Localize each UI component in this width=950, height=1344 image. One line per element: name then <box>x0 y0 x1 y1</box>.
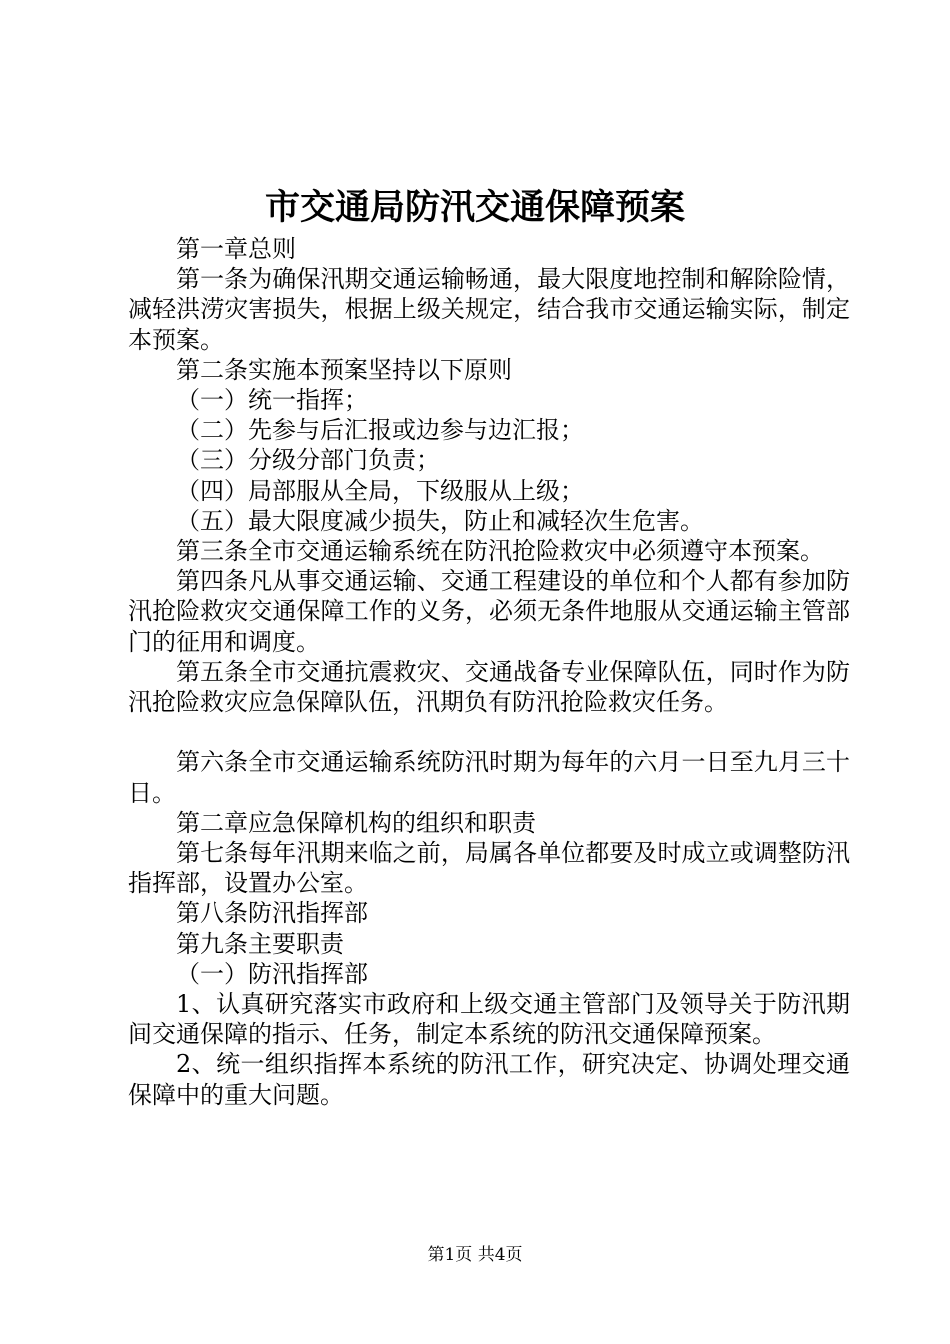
blank-line <box>128 717 850 747</box>
numbered-item: 2、统一组织指挥本系统的防汛工作，研究决定、协调处理交通保障中的重大问题。 <box>128 1050 850 1109</box>
article-paragraph: 第二条实施本预案坚持以下原则 <box>176 355 512 384</box>
list-item: （一）统一指挥； <box>176 386 368 415</box>
chapter-heading: 第二章应急保障机构的组织和职责 <box>176 808 536 837</box>
article-paragraph: 第九条主要职责 <box>176 929 344 958</box>
list-item: （五）最大限度减少损失，防止和减轻次生危害。 <box>176 506 704 535</box>
numbered-item: 1、认真研究落实市政府和上级交通主管部门及领导关于防汛期间交通保障的指示、任务，制定本系统的防汛交通保障预案。 <box>128 990 850 1049</box>
list-item: （三）分级分部门负责； <box>176 446 440 475</box>
list-item: （四）局部服从全局，下级服从上级； <box>176 476 584 505</box>
list-item: （二）先参与后汇报或边参与边汇报； <box>176 416 584 445</box>
article-paragraph: 第七条每年汛期来临之前，局属各单位都要及时成立或调整防汛指挥部，设置办公室。 <box>128 839 850 898</box>
document-body <box>128 234 850 1110</box>
document-title: 市交通局防汛交通保障预案 <box>264 187 685 228</box>
article-paragraph: 第八条防汛指挥部 <box>176 899 368 928</box>
chapter-heading: 第一章总则 <box>176 235 296 263</box>
list-item: （一）防汛指挥部 <box>176 959 368 988</box>
article-paragraph: 第一条为确保汛期交通运输畅通，最大限度地控制和解除险情，减轻洪涝灾害损失，根据上级关规定，结合我市交通运输实际，制定本预案。 <box>128 265 850 354</box>
article-paragraph: 第六条全市交通运输系统防汛时期为每年的六月一日至九月三十日。 <box>128 748 850 807</box>
article-paragraph: 第五条全市交通抗震救灾、交通战备专业保障队伍，同时作为防汛抢险救灾应急保障队伍，汛期负有防汛抢险救灾任务。 <box>128 657 850 717</box>
article-paragraph: 第三条全市交通运输系统在防汛抢险救灾中必须遵守本预案。 <box>176 537 824 566</box>
page-footer: 第1页 共4页 <box>427 1245 523 1265</box>
article-paragraph: 第四条凡从事交通运输、交通工程建设的单位和个人都有参加防汛抢险救灾交通保障工作的义务，必须无条件地服从交通运输主管部门的征用和调度。 <box>128 567 850 656</box>
